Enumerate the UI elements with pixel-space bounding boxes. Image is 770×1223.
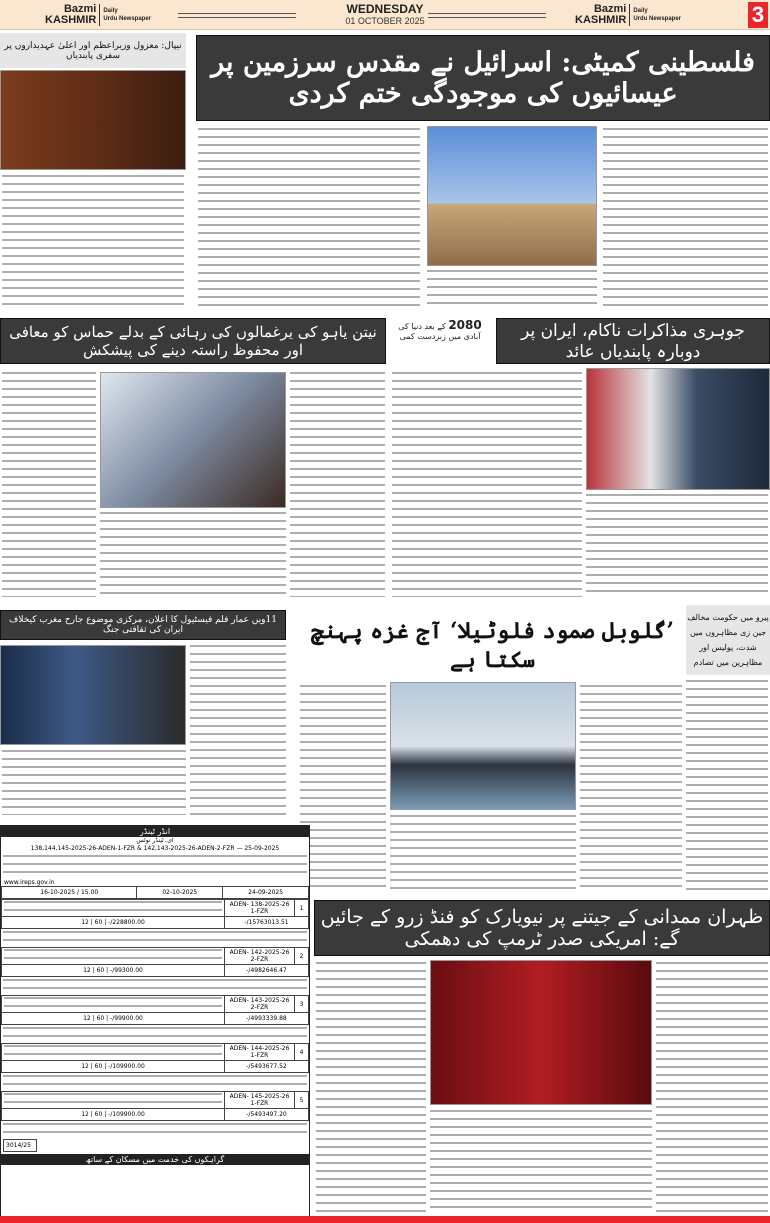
ad-title: انڈر ٹینڈر <box>1 826 309 837</box>
tender-ref: 138,144,145-2025-26-ADEN-1-FZR & 142,143-2025-26-ADEN-2-FZR <box>30 845 235 852</box>
emd: 109900.00/- <box>108 1111 145 1118</box>
photo-flotilla-ship <box>390 682 576 810</box>
photo-netanyahu <box>100 372 286 508</box>
item-desc-cell <box>2 996 225 1013</box>
ref-date: 25-09-2025 <box>244 845 280 852</box>
population-text: کے بعد دنیا کی آبادی میں زبردست کمی <box>398 322 481 341</box>
item-terms-cell: 228800.00/- | 60 | 12 <box>2 917 225 929</box>
tender-no: 144-2025-26 ADEN-1-FZR <box>225 1044 295 1061</box>
article-body <box>316 962 426 1212</box>
article-body <box>190 645 286 815</box>
emd: 228800.00/- <box>108 919 145 926</box>
completion-months: 12 <box>83 1015 91 1022</box>
item-description <box>3 979 307 993</box>
date-cell: 02-10-2025 <box>137 887 223 899</box>
brand-name: Bazmi <box>63 3 97 15</box>
article-body <box>392 372 582 597</box>
photo-nepal-pm <box>0 70 186 170</box>
item-no: 3 <box>295 996 309 1013</box>
brand-sub: Urdu Newspaper <box>633 16 682 22</box>
headline-palestine: فلسطینی کمیٹی: اسرائیل نے مقدس سرزمین پر عیسائیوں کی موجودگی ختم کردی <box>196 35 770 121</box>
tender-advertisement: انڈر ٹینڈر ای۔ٹینڈر نوٹس 138,144,145-2025-26-ADEN-1-FZR & 142,143-2025-26-ADEN-2-FZR — 25-09-2025 www.ireps.gov.in 24-09-2025 02-10-2025 15.00 / 16-10-2025 1 138-2025-26 ADEN-1-FZR 15763013.51/- 228800.00/- | 60 | 12 2 142-2025-26 ADEN-2-FZR 4982646.47/- 99300.00/- | 60 | 12 3 143-2025-26 ADEN-2-FZR 4993339.88/- 99900.00/- | 60 | 12 4 144-2025-26 ADEN-1-FZR 5493677.52/- 109900.00/- | 60 | 12 5 145-2025-26 ADEN-1-FZR 5493497.20/- 109900.00/- | 60 | 12 3014/25 گراہکوں کی خدمت میں مسکان کے ساتھ <box>0 825 310 1217</box>
headline-nepal: نیپال: معزول وزیراعظم اور اعلیٰ عہدیداروں پر سفری پابندیاں <box>0 33 186 68</box>
date-cell: 24-09-2025 <box>223 887 309 899</box>
headline-population <box>390 318 490 364</box>
completion-months: 12 <box>81 1063 89 1070</box>
estimated-cost: 4982646.47/- <box>225 965 309 977</box>
article-body <box>2 372 96 597</box>
article-body <box>100 512 286 597</box>
item-description <box>3 1123 307 1137</box>
validity-days: 60 <box>94 919 103 926</box>
ad-code: 3014/25 <box>3 1139 37 1152</box>
article-body <box>290 372 385 597</box>
ad-footer: گراہکوں کی خدمت میں مسکان کے ساتھ <box>1 1154 309 1165</box>
article-body <box>586 494 768 597</box>
ad-subtitle: ای۔ٹینڈر نوٹس <box>136 837 174 844</box>
emd: 99900.00/- <box>110 1015 143 1022</box>
validity-days: 60 <box>94 1063 103 1070</box>
brand-sub: Daily <box>103 8 118 14</box>
article-body <box>300 685 386 890</box>
tender-item <box>1 1091 309 1121</box>
article-body <box>2 750 186 815</box>
headline-iran: جوہری مذاکرات ناکام، ایران پر دوبارہ پابندیاں عائد <box>496 318 770 364</box>
estimated-cost: 5493677.52/- <box>225 1061 309 1073</box>
brand-sub: Urdu Newspaper <box>103 16 152 22</box>
validity-days: 60 <box>94 1111 103 1118</box>
estimated-cost: 15763013.51/- <box>225 917 309 929</box>
item-desc-cell <box>2 1092 225 1109</box>
date: 01 OCTOBER 2025 <box>345 16 425 26</box>
validity-days: 60 <box>96 967 105 974</box>
tender-dates-table <box>1 886 309 899</box>
weekday: WEDNESDAY <box>346 2 424 16</box>
estimated-cost: 5493497.20/- <box>225 1109 309 1121</box>
brand-logo-right <box>575 4 681 26</box>
tender-item <box>1 899 309 929</box>
headline-flotilla: ’گلوبل صمود فلوٹیلا‘ آج غزہ پہنچ سکتا ہے <box>300 612 685 680</box>
article-body <box>686 680 768 890</box>
item-description <box>3 1075 307 1089</box>
tender-item <box>1 995 309 1025</box>
completion-months: 12 <box>81 919 89 926</box>
item-no: 4 <box>295 1044 309 1061</box>
emd: 109900.00/- <box>108 1063 145 1070</box>
date-cell: 15.00 / 16-10-2025 <box>2 887 137 899</box>
tender-no: 138-2025-26 ADEN-1-FZR <box>225 900 295 917</box>
completion-months: 12 <box>83 967 91 974</box>
headline-peru: پیرو میں حکومت مخالف جین زی مظاہروں میں شدت، پولیس اور مظاہرین میں تصادم <box>686 605 770 675</box>
divider <box>428 13 546 18</box>
item-desc-cell <box>2 948 225 965</box>
tender-no: 143-2025-26 ADEN-2-FZR <box>225 996 295 1013</box>
item-description <box>3 1027 307 1041</box>
item-terms-cell: 109900.00/- | 60 | 12 <box>2 1109 225 1121</box>
item-no: 2 <box>295 948 309 965</box>
ad-body <box>3 855 307 877</box>
brand-name: KASHMIR <box>45 14 97 26</box>
emd: 99300.00/- <box>110 967 143 974</box>
article-body <box>603 128 768 310</box>
headline-film-festival: 11ویں عمار فلم فیسٹیول کا اعلان، مرکزی موضوع جارح مغرب کیخلاف ایران کی ثقافتی جنگ <box>0 610 286 640</box>
tender-item <box>1 1043 309 1073</box>
tender-no: 145-2025-26 ADEN-1-FZR <box>225 1092 295 1109</box>
article-body <box>390 815 576 890</box>
photo-church <box>427 126 597 266</box>
brand-name: Bazmi <box>593 3 627 15</box>
footer-bar <box>0 1216 770 1223</box>
article-body <box>580 685 682 890</box>
population-year: 2080 <box>448 318 482 332</box>
page-number: 3 <box>748 2 768 28</box>
divider <box>178 13 296 18</box>
item-description <box>3 931 307 945</box>
headline-netanyahu: نیتن یاہو کی یرغمالوں کی رہائی کے بدلے حماس کو معافی اور محفوظ راستہ دینے کی پیشکش <box>0 318 386 364</box>
headline-trump: ظہران ممدانی کے جیتنے پر نیویارک کو فنڈ زرو کے جائیں گے: امریکی صدر ٹرمپ کی دھمکی <box>314 900 770 956</box>
photo-araghchi <box>586 368 770 490</box>
item-terms-cell: 99300.00/- | 60 | 12 <box>2 965 225 977</box>
item-desc-cell <box>2 1044 225 1061</box>
article-body <box>656 962 768 1212</box>
photo-caption <box>427 270 597 310</box>
completion-months: 12 <box>81 1111 89 1118</box>
tender-item <box>1 947 309 977</box>
brand-logo-left <box>45 4 151 26</box>
website-link[interactable]: www.ireps.gov.in <box>4 879 55 886</box>
item-no: 5 <box>295 1092 309 1109</box>
item-terms-cell: 99900.00/- | 60 | 12 <box>2 1013 225 1025</box>
photo-presenter <box>0 645 186 745</box>
tender-no: 142-2025-26 ADEN-2-FZR <box>225 948 295 965</box>
brand-name: KASHMIR <box>575 14 627 26</box>
article-body <box>2 175 184 310</box>
tender-items <box>1 899 309 1137</box>
validity-days: 60 <box>96 1015 105 1022</box>
photo-trump-mamdani <box>430 960 652 1105</box>
brand-sub: Daily <box>633 8 648 14</box>
estimated-cost: 4993339.88/- <box>225 1013 309 1025</box>
item-terms-cell: 109900.00/- | 60 | 12 <box>2 1061 225 1073</box>
item-no: 1 <box>295 900 309 917</box>
article-body <box>430 1110 652 1212</box>
article-body <box>198 128 420 310</box>
item-desc-cell <box>2 900 225 917</box>
